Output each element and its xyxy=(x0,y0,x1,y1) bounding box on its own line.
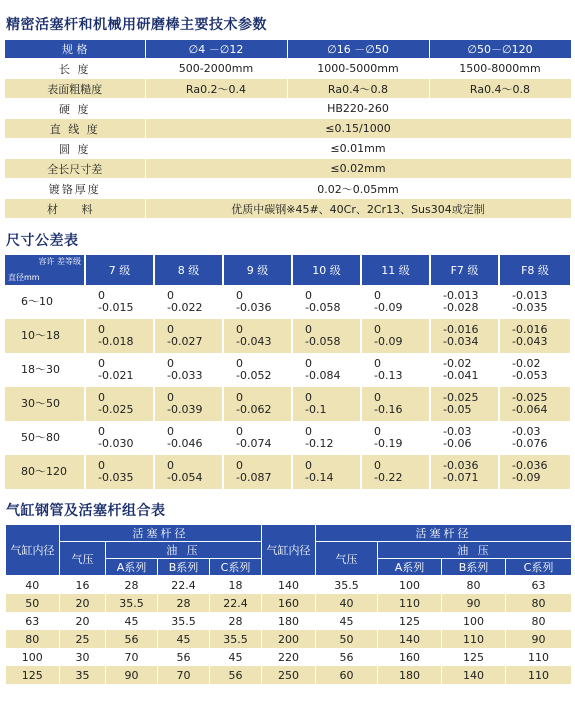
tolerance-upper: -0.036 xyxy=(443,459,479,472)
params-value: Ra0.4～0.8 xyxy=(287,79,429,99)
tolerance-table xyxy=(5,255,572,489)
tolerance-value xyxy=(85,353,154,387)
combo-header-row xyxy=(6,525,572,542)
tolerance-lower: -0.030 xyxy=(98,437,134,450)
combo-row xyxy=(6,648,572,666)
header-series-c: C系列 xyxy=(210,559,262,576)
params-label: 直 线 度 xyxy=(5,119,145,139)
tolerance-lower: -0.064 xyxy=(512,403,548,416)
tolerance-upper: 0 xyxy=(374,357,381,370)
corner-grade-label: 容许 差等级 xyxy=(38,257,81,266)
tolerance-upper: 0 xyxy=(167,357,174,370)
tolerance-lower: -0.058 xyxy=(305,335,341,348)
tolerance-upper: -0.02 xyxy=(443,357,472,370)
params-header-cell: ∅4 －∅12 xyxy=(145,40,287,59)
tolerance-row xyxy=(5,285,571,319)
params-value: ≤0.15/1000 xyxy=(145,119,571,139)
params-row xyxy=(5,159,571,179)
combo-cell: 80 xyxy=(506,594,572,612)
tolerance-upper: 0 xyxy=(98,391,105,404)
tolerance-upper: -0.03 xyxy=(443,425,472,438)
tolerance-value xyxy=(85,455,154,489)
tolerance-lower: -0.041 xyxy=(443,369,479,382)
tolerance-value xyxy=(361,421,430,455)
combo-row xyxy=(6,612,572,630)
tolerance-upper: 0 xyxy=(98,425,105,438)
tolerance-size: 50～80 xyxy=(5,421,85,455)
tolerance-row xyxy=(5,421,571,455)
tolerance-lower: -0.084 xyxy=(305,369,341,382)
params-label: 表面粗糙度 xyxy=(5,79,145,99)
tolerance-lower: -0.046 xyxy=(167,437,203,450)
tolerance-lower: -0.018 xyxy=(98,335,134,348)
tolerance-upper: 0 xyxy=(305,289,312,302)
tolerance-value xyxy=(292,353,361,387)
corner-diameter-label: 直径mm xyxy=(8,273,40,282)
tolerance-upper: 0 xyxy=(167,391,174,404)
tolerance-row xyxy=(5,353,571,387)
tolerance-value xyxy=(292,285,361,319)
combo-cell: 70 xyxy=(158,666,210,684)
header-oil: 油 压 xyxy=(106,542,262,559)
tolerance-value xyxy=(292,455,361,489)
tolerance-value xyxy=(361,353,430,387)
combo-cell: 56 xyxy=(158,648,210,666)
tolerance-upper: 0 xyxy=(236,357,243,370)
combo-cell: 45 xyxy=(316,612,378,630)
tolerance-size: 6～10 xyxy=(5,285,85,319)
tolerance-upper: 0 xyxy=(236,289,243,302)
tolerance-lower: -0.087 xyxy=(236,471,272,484)
tolerance-value xyxy=(154,387,223,421)
tolerance-lower: -0.09 xyxy=(374,335,403,348)
params-label: 硬 度 xyxy=(5,99,145,119)
params-label: 圆 度 xyxy=(5,139,145,159)
tolerance-value xyxy=(361,285,430,319)
tolerance-upper: 0 xyxy=(305,323,312,336)
params-label: 材 料 xyxy=(5,199,145,219)
tolerance-value xyxy=(499,353,571,387)
combo-cell: 18 xyxy=(210,576,262,595)
combo-cell: 180 xyxy=(262,612,316,630)
combo-cell: 180 xyxy=(378,666,442,684)
tolerance-value xyxy=(223,285,292,319)
combo-row xyxy=(6,576,572,595)
tolerance-upper: 0 xyxy=(98,323,105,336)
tolerance-lower: -0.058 xyxy=(305,301,341,314)
params-value: 优质中碳钢※45#、40Cr、2Cr13、Sus304或定制 xyxy=(145,199,571,219)
tolerance-lower: -0.12 xyxy=(305,437,334,450)
tolerance-value xyxy=(361,455,430,489)
tolerance-corner-cell xyxy=(5,255,85,285)
tolerance-upper: 0 xyxy=(236,323,243,336)
combo-cell: 63 xyxy=(506,576,572,595)
tolerance-header-cell: 9 级 xyxy=(223,255,292,285)
combo-cell: 35.5 xyxy=(210,630,262,648)
params-value: 500-2000mm xyxy=(145,59,287,79)
params-value: 0.02～0.05mm xyxy=(145,179,571,199)
combo-cell: 35.5 xyxy=(316,576,378,595)
tolerance-upper: 0 xyxy=(236,459,243,472)
tolerance-value xyxy=(430,421,499,455)
combo-cell: 125 xyxy=(378,612,442,630)
tolerance-lower: -0.015 xyxy=(98,301,134,314)
params-value: Ra0.2～0.4 xyxy=(145,79,287,99)
combo-cell: 20 xyxy=(60,612,106,630)
params-row xyxy=(5,179,571,199)
combo-cell: 80 xyxy=(506,612,572,630)
tolerance-lower: -0.039 xyxy=(167,403,203,416)
combo-cell: 50 xyxy=(6,594,60,612)
tolerance-upper: 0 xyxy=(98,289,105,302)
tolerance-lower: -0.035 xyxy=(512,301,548,314)
combo-cell: 56 xyxy=(210,666,262,684)
tolerance-upper: 0 xyxy=(236,425,243,438)
combo-cell: 125 xyxy=(442,648,506,666)
tolerance-value xyxy=(85,387,154,421)
combo-cell: 200 xyxy=(262,630,316,648)
tolerance-upper: -0.02 xyxy=(512,357,541,370)
tolerance-header-cell: 11 级 xyxy=(361,255,430,285)
tolerance-upper: 0 xyxy=(167,425,174,438)
params-header-cell: ∅50－∅120 xyxy=(429,40,571,59)
combo-cell: 160 xyxy=(262,594,316,612)
tolerance-value xyxy=(499,285,571,319)
combo-cell: 16 xyxy=(60,576,106,595)
tolerance-upper: 0 xyxy=(167,323,174,336)
params-value: HB220-260 xyxy=(145,99,571,119)
params-value: ≤0.01mm xyxy=(145,139,571,159)
params-header xyxy=(5,40,571,59)
params-value: 1500-8000mm xyxy=(429,59,571,79)
combo-cell: 140 xyxy=(262,576,316,595)
tolerance-value xyxy=(430,455,499,489)
params-value: ≤0.02mm xyxy=(145,159,571,179)
tolerance-value xyxy=(85,285,154,319)
params-row xyxy=(5,99,571,119)
tolerance-upper: 0 xyxy=(374,391,381,404)
combo-cell: 28 xyxy=(158,594,210,612)
combo-cell: 220 xyxy=(262,648,316,666)
tolerance-lower: -0.09 xyxy=(512,471,541,484)
tolerance-value xyxy=(430,285,499,319)
tolerance-lower: -0.071 xyxy=(443,471,479,484)
tolerance-lower: -0.027 xyxy=(167,335,203,348)
tolerance-upper: -0.036 xyxy=(512,459,548,472)
tolerance-lower: -0.19 xyxy=(374,437,403,450)
tolerance-value xyxy=(430,387,499,421)
tolerance-value xyxy=(499,387,571,421)
tolerance-lower: -0.021 xyxy=(98,369,134,382)
tolerance-header-cell: 7 级 xyxy=(85,255,154,285)
tolerance-upper: -0.025 xyxy=(512,391,548,404)
combo-cell: 35.5 xyxy=(106,594,158,612)
tolerance-lower: -0.074 xyxy=(236,437,272,450)
tolerance-value xyxy=(361,387,430,421)
tolerance-lower: -0.062 xyxy=(236,403,272,416)
combo-cell: 90 xyxy=(442,594,506,612)
tolerance-lower: -0.1 xyxy=(305,403,327,416)
tolerance-lower: -0.054 xyxy=(167,471,203,484)
combo-cell: 45 xyxy=(106,612,158,630)
tolerance-upper: -0.013 xyxy=(512,289,548,302)
tolerance-upper: -0.013 xyxy=(443,289,479,302)
tolerance-upper: -0.03 xyxy=(512,425,541,438)
combo-row xyxy=(6,594,572,612)
tolerance-row xyxy=(5,455,571,489)
header-bore: 气缸内径 xyxy=(262,525,316,576)
tolerance-value xyxy=(430,319,499,353)
tolerance-upper: 0 xyxy=(98,459,105,472)
tolerance-lower: -0.034 xyxy=(443,335,479,348)
tolerance-title: 尺寸公差表 xyxy=(6,233,79,249)
tolerance-value xyxy=(223,387,292,421)
combo-cell: 90 xyxy=(506,630,572,648)
tolerance-lower: -0.076 xyxy=(512,437,548,450)
combo-cell: 160 xyxy=(378,648,442,666)
tolerance-value xyxy=(223,319,292,353)
combo-cell: 125 xyxy=(6,666,60,684)
combo-cell: 90 xyxy=(106,666,158,684)
combo-cell: 63 xyxy=(6,612,60,630)
params-row xyxy=(5,199,571,219)
combo-cell: 35.5 xyxy=(158,612,210,630)
params-row xyxy=(5,59,571,79)
combo-cell: 45 xyxy=(210,648,262,666)
combo-cell: 20 xyxy=(60,594,106,612)
combo-cell: 110 xyxy=(378,594,442,612)
params-label: 长 度 xyxy=(5,59,145,79)
combo-cell: 80 xyxy=(6,630,60,648)
tolerance-value xyxy=(154,285,223,319)
tolerance-value xyxy=(292,421,361,455)
combo-row xyxy=(6,630,572,648)
combo-cell: 30 xyxy=(60,648,106,666)
header-series-a: A系列 xyxy=(378,559,442,576)
combo-cell: 45 xyxy=(158,630,210,648)
combo-cell: 28 xyxy=(210,612,262,630)
tolerance-upper: -0.025 xyxy=(443,391,479,404)
combo-cell: 100 xyxy=(378,576,442,595)
header-rod: 活塞杆径 xyxy=(316,525,572,542)
combo-cell: 28 xyxy=(106,576,158,595)
combo-cell: 56 xyxy=(106,630,158,648)
params-row xyxy=(5,139,571,159)
tolerance-lower: -0.06 xyxy=(443,437,472,450)
combo-cell: 40 xyxy=(316,594,378,612)
combo-row xyxy=(6,666,572,684)
tolerance-lower: -0.09 xyxy=(374,301,403,314)
params-header-cell: 规 格 xyxy=(5,40,145,59)
tolerance-upper: 0 xyxy=(374,425,381,438)
tolerance-upper: -0.016 xyxy=(512,323,548,336)
tolerance-value xyxy=(430,353,499,387)
tolerance-value xyxy=(154,319,223,353)
tolerance-lower: -0.028 xyxy=(443,301,479,314)
tolerance-lower: -0.052 xyxy=(236,369,272,382)
tolerance-value xyxy=(223,455,292,489)
tolerance-upper: 0 xyxy=(374,323,381,336)
tolerance-value xyxy=(361,319,430,353)
tolerance-lower: -0.036 xyxy=(236,301,272,314)
tolerance-lower: -0.05 xyxy=(443,403,472,416)
tolerance-lower: -0.035 xyxy=(98,471,134,484)
combo-cell: 50 xyxy=(316,630,378,648)
params-row xyxy=(5,119,571,139)
combo-cell: 100 xyxy=(6,648,60,666)
tolerance-lower: -0.033 xyxy=(167,369,203,382)
tolerance-upper: 0 xyxy=(374,289,381,302)
tolerance-value xyxy=(154,353,223,387)
tolerance-size: 80～120 xyxy=(5,455,85,489)
tolerance-lower: -0.13 xyxy=(374,369,403,382)
tolerance-lower: -0.043 xyxy=(512,335,548,348)
params-value: Ra0.4～0.8 xyxy=(429,79,571,99)
combo-cell: 110 xyxy=(506,648,572,666)
header-rod: 活塞杆径 xyxy=(60,525,262,542)
tolerance-upper: 0 xyxy=(167,459,174,472)
tolerance-value xyxy=(292,387,361,421)
tolerance-value xyxy=(154,421,223,455)
tolerance-lower: -0.22 xyxy=(374,471,403,484)
tolerance-value xyxy=(85,319,154,353)
tolerance-row xyxy=(5,387,571,421)
header-air: 气压 xyxy=(60,542,106,576)
combo-title: 气缸钢管及活塞杆组合表 xyxy=(6,503,166,519)
combo-cell: 35 xyxy=(60,666,106,684)
combo-cell: 60 xyxy=(316,666,378,684)
tolerance-upper: 0 xyxy=(305,425,312,438)
params-value: 1000-5000mm xyxy=(287,59,429,79)
header-air: 气压 xyxy=(316,542,378,576)
tolerance-header-cell: F8 级 xyxy=(499,255,571,285)
header-series-b: B系列 xyxy=(442,559,506,576)
tolerance-upper: 0 xyxy=(305,391,312,404)
tolerance-value xyxy=(499,455,571,489)
params-label: 全长尺寸差 xyxy=(5,159,145,179)
tolerance-upper: 0 xyxy=(374,459,381,472)
combo-cell: 110 xyxy=(442,630,506,648)
params-title: 精密活塞杆和机械用研磨棒主要技术参数 xyxy=(6,17,267,33)
tolerance-upper: 0 xyxy=(236,391,243,404)
tolerance-row xyxy=(5,319,571,353)
tolerance-value xyxy=(223,353,292,387)
header-series-c: C系列 xyxy=(506,559,572,576)
tolerance-header-cell: 8 级 xyxy=(154,255,223,285)
params-label: 镀铬厚度 xyxy=(5,179,145,199)
header-oil: 油 压 xyxy=(378,542,572,559)
tolerance-value xyxy=(85,421,154,455)
tolerance-lower: -0.16 xyxy=(374,403,403,416)
combo-cell: 140 xyxy=(378,630,442,648)
tolerance-size: 30～50 xyxy=(5,387,85,421)
tolerance-upper: 0 xyxy=(98,357,105,370)
combo-cell: 56 xyxy=(316,648,378,666)
tolerance-upper: 0 xyxy=(305,459,312,472)
tolerance-value xyxy=(292,319,361,353)
combo-cell: 80 xyxy=(442,576,506,595)
tolerance-header xyxy=(5,255,571,285)
tolerance-upper: 0 xyxy=(305,357,312,370)
params-header-cell: ∅16 －∅50 xyxy=(287,40,429,59)
combo-cell: 22.4 xyxy=(158,576,210,595)
tolerance-size: 18～30 xyxy=(5,353,85,387)
header-bore: 气缸内径 xyxy=(6,525,60,576)
combo-cell: 250 xyxy=(262,666,316,684)
combo-cell: 100 xyxy=(442,612,506,630)
combo-table xyxy=(5,524,572,684)
tolerance-lower: -0.053 xyxy=(512,369,548,382)
combo-cell: 140 xyxy=(442,666,506,684)
tolerance-header-cell: F7 级 xyxy=(430,255,499,285)
tolerance-value xyxy=(223,421,292,455)
combo-cell: 25 xyxy=(60,630,106,648)
params-row xyxy=(5,79,571,99)
tolerance-value xyxy=(154,455,223,489)
combo-cell: 40 xyxy=(6,576,60,595)
tolerance-value xyxy=(499,421,571,455)
params-table xyxy=(5,40,572,218)
combo-cell: 110 xyxy=(506,666,572,684)
tolerance-lower: -0.14 xyxy=(305,471,334,484)
header-series-b: B系列 xyxy=(158,559,210,576)
tolerance-value xyxy=(499,319,571,353)
combo-cell: 70 xyxy=(106,648,158,666)
tolerance-lower: -0.025 xyxy=(98,403,134,416)
tolerance-lower: -0.043 xyxy=(236,335,272,348)
tolerance-size: 10～18 xyxy=(5,319,85,353)
tolerance-upper: -0.016 xyxy=(443,323,479,336)
tolerance-lower: -0.022 xyxy=(167,301,203,314)
combo-cell: 22.4 xyxy=(210,594,262,612)
tolerance-header-cell: 10 级 xyxy=(292,255,361,285)
header-series-a: A系列 xyxy=(106,559,158,576)
tolerance-upper: 0 xyxy=(167,289,174,302)
